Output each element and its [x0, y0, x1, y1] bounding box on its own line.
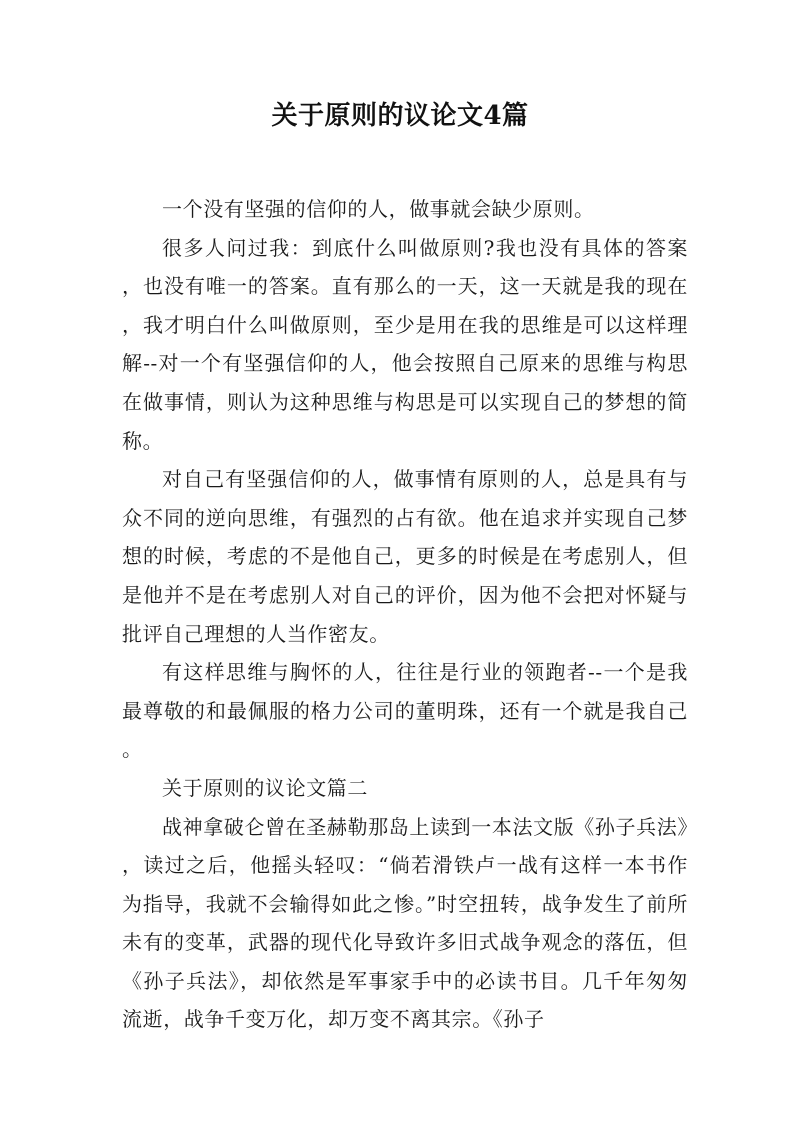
section-heading: 关于原则的议论文篇二: [162, 775, 368, 800]
document-body: [122, 190, 688, 1039]
paragraph-5: 战神拿破仑曾在圣赫勒那岛上读到一本法文版《孙子兵法》，读过之后，他摇头轻叹：“倘若滑铁卢一战有这样一本书作为指导，我就不会输得如此之惨。”时空扭转，战争发生了前所未有的变革，武器的现代化导致许多旧式战争观念的落伍，但《孙子兵法》，却依然是军事家手中的必读书目。几千年匆匆流逝，战争千变万化，却万变不离其宗。《孙子: [122, 814, 688, 1032]
paragraph-1: 一个没有坚强的信仰的人，做事就会缺少原则。: [162, 197, 595, 221]
paragraph-2: 很多人问过我：到底什么叫做原则?我也没有具体的答案，也没有唯一的答案。直有那么的一天，这一天就是我的现在，我才明白什么叫做原则，至少是用在我的思维是可以这样理解--对一个有坚强信仰的人，他会按照自己原来的思维与构思在做事情，则认为这种思维与构思是可以实现自己的梦想的简称。: [122, 235, 688, 453]
paragraph-4: 有这样思维与胸怀的人，往往是行业的领跑者--一个是我最尊敬的和最佩服的格力公司的董明珠，还有一个就是我自己。: [122, 660, 688, 762]
paragraph-3: 对自己有坚强信仰的人，做事情有原则的人，总是具有与众不同的逆向思维，有强烈的占有欲。他在追求并实现自己梦想的时候，考虑的不是他自己，更多的时候是在考虑别人，但是他并不是在考虑别人对自己的评价，因为他不会把对怀疑与批评自己理想的人当作密友。: [122, 467, 688, 646]
document-title: 关于原则的议论文4篇: [271, 101, 529, 131]
